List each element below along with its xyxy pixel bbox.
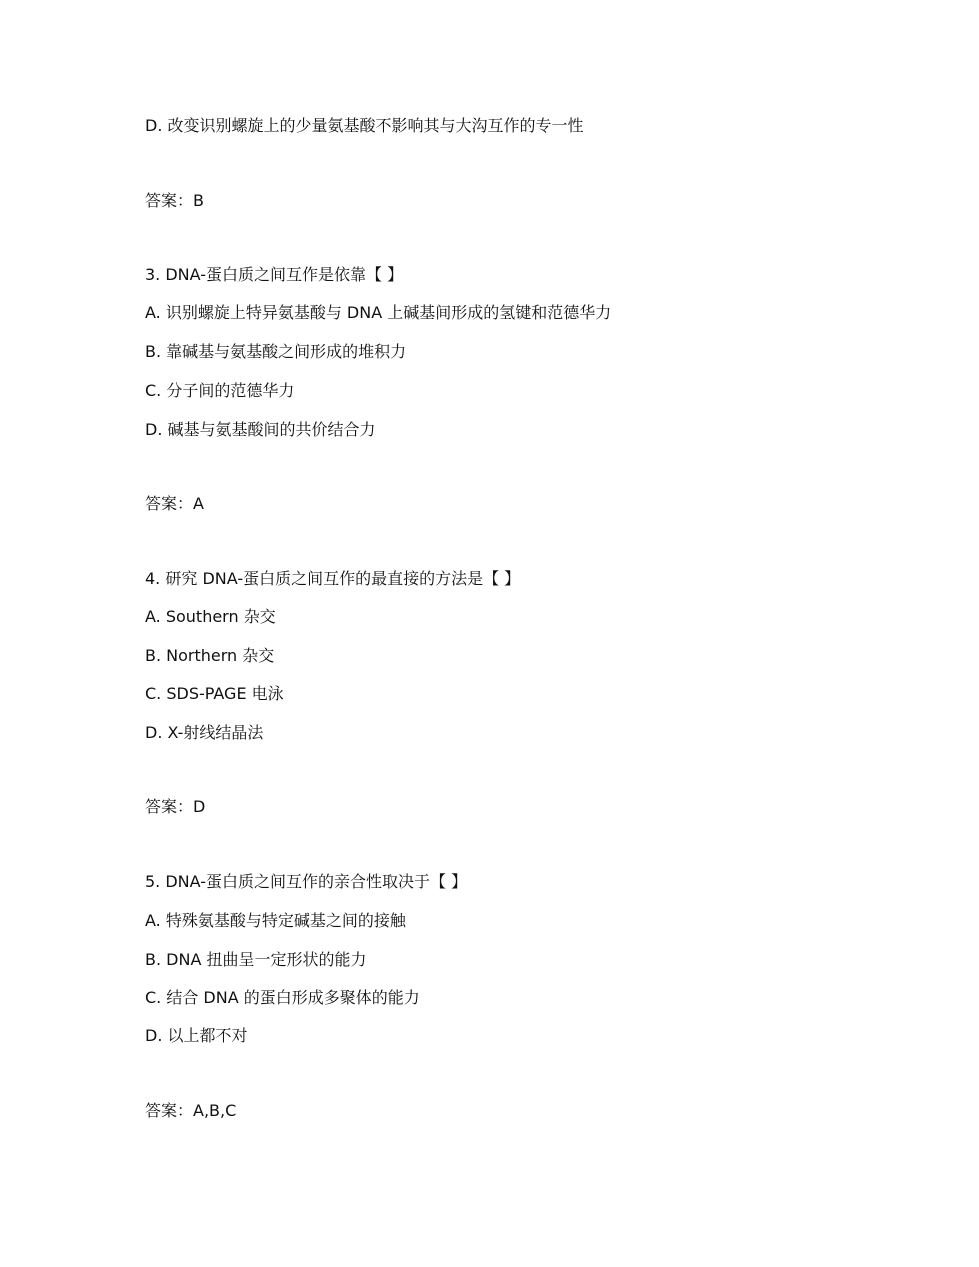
q5-option-c: C. 结合 DNA 的蛋白形成多聚体的能力 — [145, 988, 420, 1007]
q4-stem: 4. 研究 DNA-蛋白质之间互作的最直接的方法是【 】 — [145, 569, 521, 588]
q5-option-d: D. 以上都不对 — [145, 1026, 248, 1045]
q5-stem: 5. DNA-蛋白质之间互作的亲合性取决于【 】 — [145, 872, 468, 891]
q4-option-d: D. X-射线结晶法 — [145, 723, 264, 742]
prev-option-d: D. 改变识别螺旋上的少量氨基酸不影响其与大沟互作的专一性 — [145, 116, 584, 135]
q3-option-c: C. 分子间的范德华力 — [145, 381, 295, 400]
q3-answer: 答案：A — [145, 494, 204, 513]
q5-option-a: A. 特殊氨基酸与特定碱基之间的接触 — [145, 911, 406, 930]
q4-answer: 答案：D — [145, 797, 206, 816]
q3-option-a: A. 识别螺旋上特异氨基酸与 DNA 上碱基间形成的氢键和范德华力 — [145, 303, 612, 322]
prev-answer: 答案：B — [145, 191, 204, 210]
q3-stem: 3. DNA-蛋白质之间互作是依靠【 】 — [145, 265, 404, 284]
q4-option-b: B. Northern 杂交 — [145, 646, 275, 665]
q4-option-c: C. SDS-PAGE 电泳 — [145, 684, 284, 703]
q3-option-b: B. 靠碱基与氨基酸之间形成的堆积力 — [145, 342, 407, 361]
q3-option-d: D. 碱基与氨基酸间的共价结合力 — [145, 420, 376, 439]
q4-option-a: A. Southern 杂交 — [145, 607, 276, 626]
q5-option-b: B. DNA 扭曲呈一定形状的能力 — [145, 950, 367, 969]
q5-answer: 答案：A,B,C — [145, 1101, 237, 1120]
